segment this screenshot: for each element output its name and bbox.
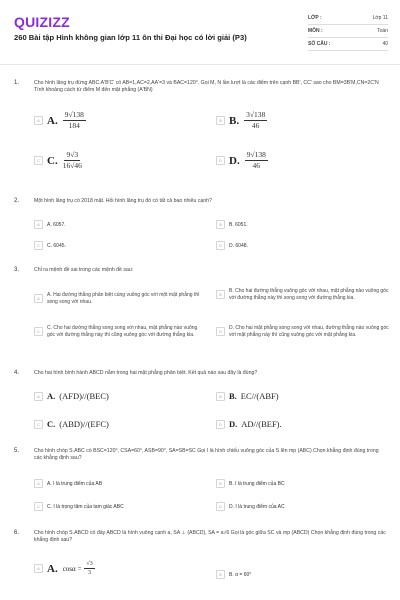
- option-letter: D: [216, 327, 225, 336]
- option-letter: B: [216, 290, 225, 299]
- option-b[interactable]: [216, 570, 251, 579]
- option-a[interactable]: A A. (AFD)//(BEC): [34, 391, 109, 401]
- option-b[interactable]: B B. $\frac{3√138}{46}$: [216, 110, 267, 131]
- option-d[interactable]: D D. $\frac{9√138}{46}$: [216, 150, 268, 171]
- option-letter: B: [216, 392, 225, 401]
- option-label: EC//(ABF): [240, 391, 279, 401]
- option-label: D. Cho hai mặt phẳng song song với nhau, đường thẳng nào vuông góc với mặt phẳng này thì cũng vuông góc với mặt phẳng kia.: [229, 325, 389, 338]
- option-letter: C: [34, 502, 43, 511]
- option-letter: C: [34, 156, 43, 165]
- question-number: 5.: [14, 448, 20, 454]
- option-label: (AFD)//(BEC): [59, 391, 109, 401]
- page-title: 260 Bài tập Hình không gian lớp 11 ôn thi Đại học có lời giải (P3): [14, 33, 247, 42]
- fraction: $\frac{3√138}{46}$: [246, 110, 266, 130]
- option-label: D. 6048.: [229, 242, 248, 249]
- option-d[interactable]: D D. AD//(BEF).: [216, 419, 282, 429]
- option-letter: D: [216, 241, 225, 250]
- option-letter: D: [216, 156, 225, 165]
- header: [0, 0, 400, 65]
- option-c[interactable]: [34, 502, 124, 511]
- option-label: B. Cho hai đường thẳng vuông góc với nhau, mặt phẳng nào vuông góc với đường thẳng này thì song song với đường thẳng kia.: [229, 288, 389, 301]
- option-label: A. 6057.: [47, 221, 66, 228]
- question-text: Cho hình chóp S.ABC có BSC=120°, CSA=60°, ASB=90°, SA=SB=SC Gọi I là hình chiếu vuông góc của S lên mp (ABC) Chọn khẳng định đúng trong các khẳng định sau?: [34, 448, 379, 461]
- option-a[interactable]: [34, 479, 102, 488]
- quizizz-logo: QUIZIZZ: [14, 14, 70, 30]
- option-letter: A: [34, 116, 43, 125]
- option-b[interactable]: B B. EC//(ABF): [216, 391, 279, 401]
- meta-panel: [308, 12, 388, 51]
- option-letter: B: [216, 479, 225, 488]
- option-a[interactable]: [34, 292, 206, 305]
- meta-subject: MÔN : Toán: [308, 25, 388, 38]
- fraction: $\frac{9√138}{46}$: [246, 150, 266, 170]
- question-text: Cho hai hình bình hành ABCD nằm trong hai mặt phẳng phân biệt. Kết quả nào sau đây là đúng?: [34, 370, 258, 376]
- question-number: 2.: [14, 198, 20, 204]
- option-label: C. Cho hai đường thẳng song song với nhau, mặt phẳng nào vuông góc với đường thẳng này thì cũng vuông góc với đường thẳng kia.: [47, 325, 198, 338]
- option-d[interactable]: [216, 325, 390, 338]
- option-c[interactable]: C C. $\frac{9√3}{16√46}$: [34, 150, 82, 171]
- option-letter: A: [34, 294, 43, 303]
- question-text: Cho hình lăng trụ đứng ABC.A'B'C' có AB=1,AC=2,AA'=3 và BAC=120°. Gọi M, N lần lượt là các điểm trên cạnh BB', CC' sao cho BM=3B'M,CN=2C'N Tính khoảng cách từ điểm M đến mặt phẳng (A'BN): [34, 80, 379, 93]
- fraction: $\frac{√3}{3}$: [86, 561, 93, 576]
- option-d[interactable]: [216, 241, 248, 250]
- option-label: A. I là trung điểm của AB: [47, 480, 103, 487]
- option-label: D. I là trung điểm của AC: [229, 503, 285, 510]
- option-letter: D: [216, 502, 225, 511]
- option-label: C. 6045.: [47, 242, 66, 249]
- option-letter: B: [216, 116, 225, 125]
- option-label: B. I là trung điểm của BC: [229, 480, 285, 487]
- option-letter: A: [34, 220, 43, 229]
- option-c[interactable]: [34, 325, 206, 338]
- question-text: Một hình lăng trụ có 2018 mặt. Hỏi hình lăng trụ đó có tất cả bao nhiêu cạnh?: [34, 198, 212, 204]
- option-letter: C: [34, 327, 43, 336]
- question-text: Cho hình chóp S.ABCD có đáy ABCD là hình vuông cạnh a, SA ⊥ (ABCD), SA = a√6 Gọi là góc giữa SC và mp (ABCD) Chọn khẳng định đúng trong các khẳng định sau?: [34, 530, 386, 543]
- option-a[interactable]: A A. cosα = $\frac{√3}{3}$: [34, 560, 95, 577]
- question-text: Chỉ ra mệnh đề sai trong các mệnh đề sau:: [34, 267, 134, 273]
- option-c[interactable]: C C. (ABD)//(EFC): [34, 419, 109, 429]
- meta-class: LỚP : Lớp 11: [308, 12, 388, 25]
- option-b[interactable]: [216, 288, 390, 301]
- option-d[interactable]: [216, 502, 285, 511]
- option-letter: C: [34, 241, 43, 250]
- option-letter: A: [34, 479, 43, 488]
- option-label: B. α = 60°: [229, 571, 252, 578]
- option-letter: B: [216, 220, 225, 229]
- option-label: C. I là trọng tâm của tam giác ABC: [47, 503, 124, 510]
- option-letter: C: [34, 420, 43, 429]
- option-c[interactable]: [34, 241, 66, 250]
- option-a[interactable]: A A. $\frac{9√138}{184}$: [34, 110, 86, 131]
- question-number: 1.: [14, 80, 20, 86]
- option-label: B. 6051.: [229, 221, 248, 228]
- question-number: 6.: [14, 530, 20, 536]
- option-b[interactable]: [216, 220, 248, 229]
- option-b[interactable]: [216, 479, 285, 488]
- option-letter: D: [216, 420, 225, 429]
- option-label: AD//(BEF).: [241, 419, 282, 429]
- option-a[interactable]: [34, 220, 66, 229]
- meta-count: SỐ CÂU : 40: [308, 38, 388, 51]
- option-letter: A: [34, 392, 43, 401]
- question-number: 3.: [14, 267, 20, 273]
- fraction: $\frac{9√3}{16√46}$: [62, 150, 82, 170]
- option-label: (ABD)//(EFC): [59, 419, 109, 429]
- fraction: $\frac{9√138}{184}$: [64, 110, 84, 130]
- option-letter: B: [216, 570, 225, 579]
- option-letter: A: [34, 564, 43, 573]
- question-number: 4.: [14, 370, 20, 376]
- option-label: A. Hai đường thẳng phân biệt cùng vuông góc với một mặt phẳng thì song song với nhau.: [47, 292, 200, 305]
